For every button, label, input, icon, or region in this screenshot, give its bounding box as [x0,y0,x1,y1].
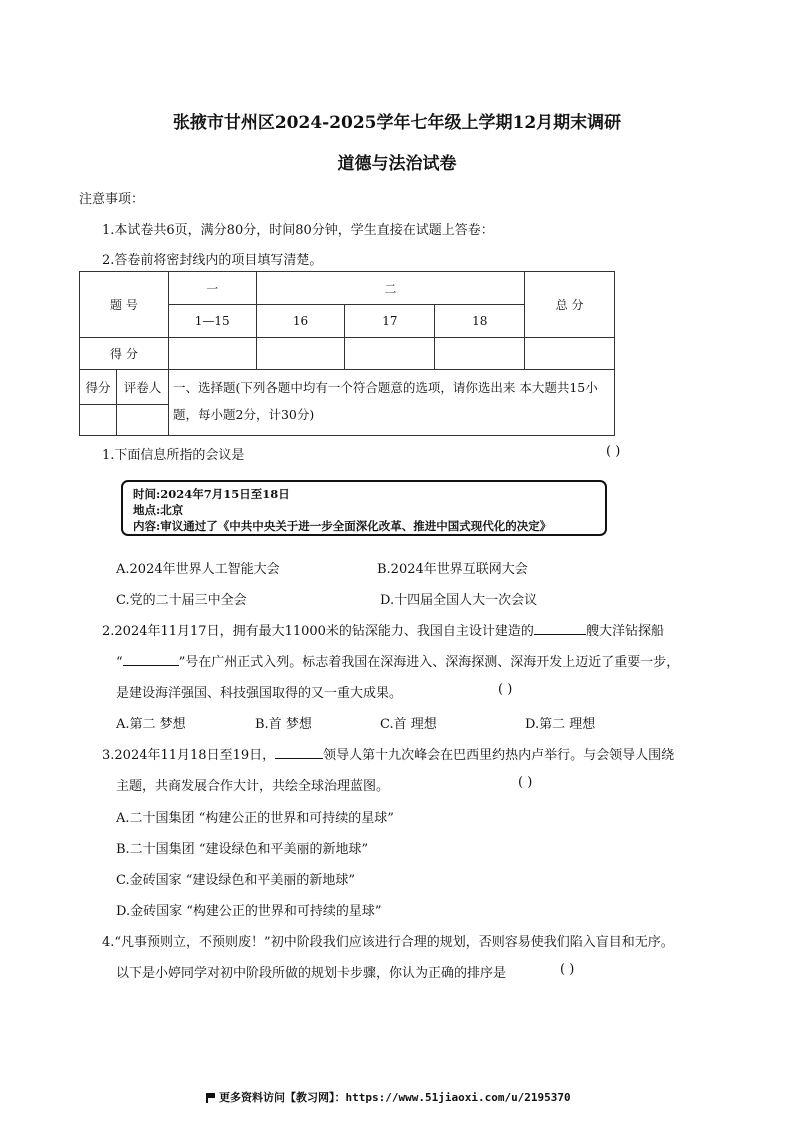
grade-cell [80,405,117,436]
q2-option-d: D.第二 理想 [525,717,596,732]
q2-line-1-text-b: 艘大洋钻探船 [585,624,664,639]
grade-table [79,369,615,436]
q2-line-3: 是建设海洋强国、科技强国取得的又一重大成果。 [116,686,403,701]
grade-table-defen: 得分 [80,370,117,405]
score-table-sub-1: 1—15 [168,305,256,338]
notice-heading: 注意事项： [79,192,145,207]
q3-line-1-text-a: 3.2024年11月18日至19日， [102,748,276,763]
q2-option-b: B.首 梦想 [255,717,312,732]
section-instructions: 一、选择题(下列各题中均有一个符合题意的选项，请你选出来 本大题共15小题，每小题2分，计30分) [173,380,598,422]
footer [206,1089,571,1105]
score-cell [345,338,435,370]
score-table-label-zongfen: 总 分 [525,272,615,338]
q3-answer-paren: ( ) [518,775,533,790]
score-table-label-tihao: 题 号 [80,272,169,338]
q2-line-2-quote-open: “ [116,655,123,670]
q1-option-b: B.2024年世界互联网大会 [377,562,528,577]
q1-info-place: 地点:北京 [133,503,184,517]
q1-option-a: A.2024年世界人工智能大会 [116,562,280,577]
q1-option-d: D.十四届全国人大一次会议 [380,593,538,608]
q2-line-2-text: ”号在广州正式入列。标志着我国在深海进入、深海探测、深海开发上迈近了重要一步， [178,655,680,670]
fill-blank [534,622,586,635]
q3-option-c: C.金砖国家 “建设绿色和平美丽的新地球” [116,873,356,888]
q1-info-time: 时间:2024年7月15日至18日 [133,487,290,501]
q3-line-2: 主题，共商发展合作大计，共绘全球治理蓝图。 [116,779,390,794]
exam-subtitle: 道德与法治试卷 [337,154,457,174]
q1-answer-paren: ( ) [606,444,621,459]
q2-option-c: C.首 理想 [380,717,437,732]
score-table-col-yi: 一 [168,272,256,305]
notice-item-1: 1.本试卷共6页，满分80分，时间80分钟，学生直接在试题上答卷： [102,223,494,238]
q1-stem: 1.下面信息所指的会议是 [102,448,245,463]
exam-title: 张掖市甘州区2024-2025学年七年级上学期12月期末调研 [172,113,622,133]
notice-item-2: 2.答卷前将密封线内的项目填写清楚。 [102,253,323,268]
fill-blank [275,746,323,759]
q4-line-1: 4.“凡事预则立，不预则废！”初中阶段我们应该进行合理的规划，否则容易使我们陷入盲目和无序。 [102,935,674,950]
q1-info-content: 内容:审议通过了《中共中央关于进一步全面深化改革、推进中国式现代化的决定》 [133,519,552,533]
score-cell [168,338,256,370]
q3-option-b: B.二十国集团 “建设绿色和平美丽的新地球” [116,842,369,857]
q2-line-1-text-a: 2.2024年11月17日，拥有最大11000米的钻深能力、我国自主设计建造的 [102,624,534,639]
score-cell [525,338,615,370]
score-table-col-er: 二 [256,272,524,305]
q4-line-2: 以下是小婷同学对初中阶段所做的规划卡步骤，你认为正确的排序是 [116,966,507,981]
q2-answer-paren: ( ) [498,682,513,697]
q3-line-1-text-b: 领导人第十九次峰会在巴西里约热内卢举行。与会领导人围绕 [323,748,675,763]
q3-option-d: D.金砖国家 “构建公正的世界和可持续的星球” [116,904,382,919]
q2-option-a: A.第二 梦想 [116,717,186,732]
score-table-sub-3: 17 [345,305,435,338]
flag-icon [206,1093,215,1102]
q1-info-box [121,480,607,536]
score-table [79,271,615,370]
score-table-label-defen: 得 分 [80,338,169,370]
fill-blank [123,653,179,666]
q1-option-c: C.党的二十届三中全会 [116,593,247,608]
score-cell [435,338,525,370]
q2-line-1 [102,620,664,639]
q2-line-2 [116,651,679,670]
score-cell [256,338,345,370]
grade-cell [117,405,169,436]
grade-table-pingjuanren: 评卷人 [117,370,169,405]
q3-option-a: A.二十国集团 “构建公正的世界和可持续的星球” [116,811,394,826]
score-table-sub-2: 16 [256,305,345,338]
q3-line-1 [102,744,674,763]
score-table-sub-4: 18 [435,305,525,338]
footer-link[interactable]: 更多资料访问【教习网】：https://www.51jiaoxi.com/u/2195370 [219,1091,571,1104]
q4-answer-paren: ( ) [560,962,575,977]
